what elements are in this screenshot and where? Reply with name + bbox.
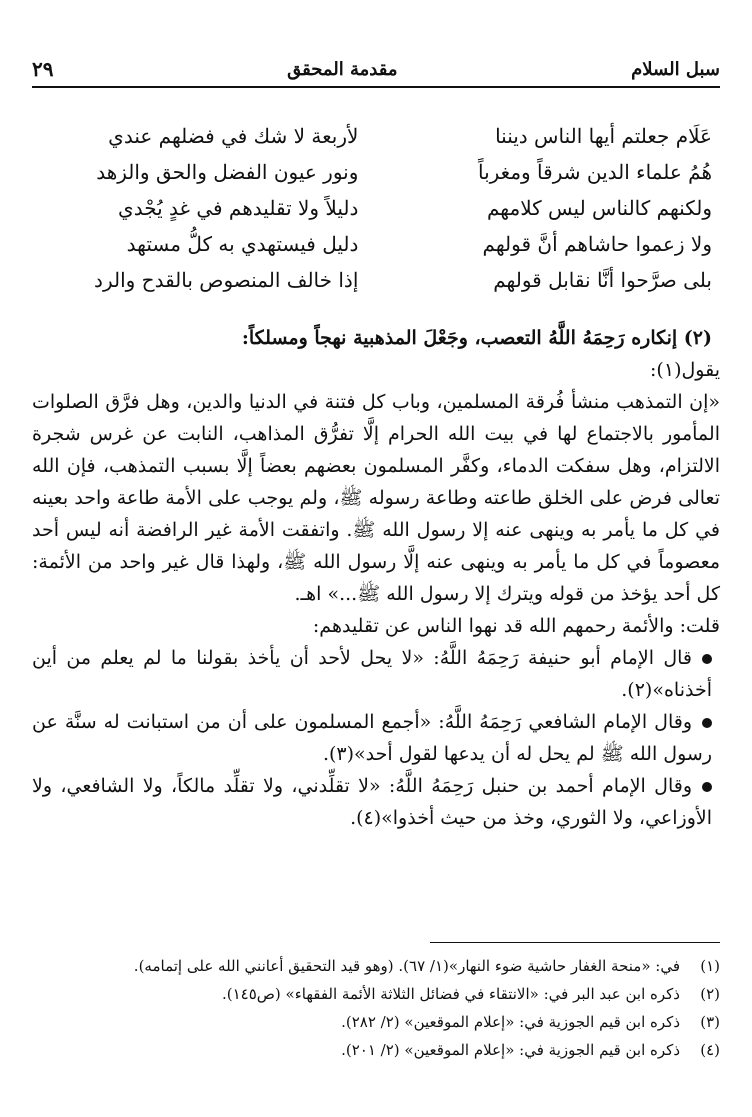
verse-first-hemistich: ولكنهم كالناس ليس كلامهم	[486, 196, 712, 220]
footnote	[32, 1036, 720, 1064]
bullet-item	[32, 770, 720, 834]
bullet-item	[32, 706, 720, 770]
footnote-number: (١)	[700, 957, 720, 975]
footnote-number: (٢)	[700, 985, 720, 1003]
footnote	[32, 952, 720, 980]
bullet-text: وقال الإمام الشافعي رَحِمَهُ اللَّهُ: «أجمع المسلمون على أن من استبانت له سنَّة عن رسول الله ﷺ لم يحل له أن يدعها لقول أحد»(٣).	[32, 711, 712, 765]
footnote-separator	[430, 942, 720, 943]
subsection-heading: (٢) إنكاره رَحِمَهُ اللَّهُ التعصب، وجَعْلَ المذهبية نهجاً ومسلكاً:	[241, 327, 712, 349]
bullet-item	[32, 642, 720, 706]
intro-line: يقول(١):	[650, 359, 720, 381]
verse-second-hemistich: لأربعة لا شك في فضلهم عندي	[108, 124, 359, 148]
page-header	[32, 52, 720, 88]
verse-second-hemistich: دليلاً ولا تقليدهم في غدٍ يُجْدي	[118, 196, 359, 220]
footnote-text: ذكره ابن قيم الجوزية في: «إعلام الموقعين» (٢/ ٢٠١).	[341, 1041, 680, 1059]
poem-verse	[32, 154, 712, 190]
book-title: سبل السلام	[631, 58, 720, 80]
author-note: قلت: والأئمة رحمهم الله قد نهوا الناس عن تقليدهم:	[312, 615, 720, 637]
footnote-number: (٣)	[700, 1013, 720, 1031]
verse-first-hemistich: عَلَام جعلتم أيها الناس ديننا	[495, 124, 712, 148]
verse-first-hemistich: ولا زعموا حاشاهم أنَّ قولهم	[482, 232, 712, 256]
verse-second-hemistich: ونور عيون الفضل والحق والزهد	[96, 160, 359, 184]
quoted-passage: «إن التمذهب منشأ فُرقة المسلمين، وباب كل فتنة في الدنيا والدين، وهل فرَّق الصلوات المأمور بالاجتماع لها في بيت الله الحرام إلَّا تفرُّق المذاهب، النابت عن غرس شجرة الالتزام، وهل سفكت الدماء، وكفَّر المسلمون بعضهم بعضاً إلَّا بسبب التمذهب، فإن الله تعالى فرض على الخلق طاعته وطاعة رسوله ﷺ، ولم يوجب على الأمة طاعة واحد بعينه في كل ما يأمر به وينهى عنه إلا رسول الله ﷺ. واتفقت الأمة غير الرافضة أنه ليس أحد معصوماً في كل ما يأمر به وينهى عنه إلَّا رسول الله ﷺ، ولهذا قال غير واحد من الأئمة: كل أحد يؤخذ من قوله ويترك إلا رسول الله ﷺ...» اهـ.	[32, 391, 720, 605]
verse-first-hemistich: بلى صرَّحوا أنَّا نقابل قولهم	[493, 268, 712, 292]
footnote-text: ذكره ابن قيم الجوزية في: «إعلام الموقعين» (٢/ ٢٨٢).	[341, 1013, 680, 1031]
poem-verse	[32, 118, 712, 154]
bullet-icon	[702, 782, 712, 792]
footnote-text: ذكره ابن عبد البر في: «الانتقاء في فضائل الثلاثة الأئمة الفقهاء» (ص١٤٥).	[221, 985, 680, 1003]
bullet-icon	[702, 718, 712, 728]
section-title: مقدمة المحقق	[287, 58, 398, 80]
footnote-number: (٤)	[700, 1041, 720, 1059]
footnote-text: في: «منحة الغفار حاشية ضوء النهار»(١/ ٦٧). (وهو قيد التحقيق أعانني الله على إتمامه).	[133, 957, 680, 975]
footnote	[32, 980, 720, 1008]
footnotes	[32, 952, 720, 1064]
poem-verse	[32, 226, 712, 262]
verse-second-hemistich: دليل فيستهدي به كلُّ مستهد	[126, 232, 359, 256]
verse-second-hemistich: إذا خالف المنصوص بالقدح والرد	[94, 268, 359, 292]
bullet-text: وقال الإمام أحمد بن حنبل رَحِمَهُ اللَّهُ: «لا تقلِّدني، ولا تقلِّد مالكاً، ولا الشافعي، ولا الأوزاعي، ولا الثوري، وخذ من حيث أخذوا»(٤).	[32, 775, 712, 829]
footnote	[32, 1008, 720, 1036]
bullet-text: قال الإمام أبو حنيفة رَحِمَهُ اللَّهُ: «لا يحل لأحد أن يأخذ بقولنا ما لم يعلم من أين أخذناه»(٢).	[32, 647, 712, 701]
page-number: ٢٩	[32, 57, 54, 81]
poem-verse	[32, 190, 712, 226]
bullet-icon	[702, 654, 712, 664]
verse-first-hemistich: هُمُ علماء الدين شرقاً ومغرباً	[477, 160, 712, 184]
poem	[32, 118, 712, 298]
body-text	[32, 322, 720, 834]
poem-verse	[32, 262, 712, 298]
